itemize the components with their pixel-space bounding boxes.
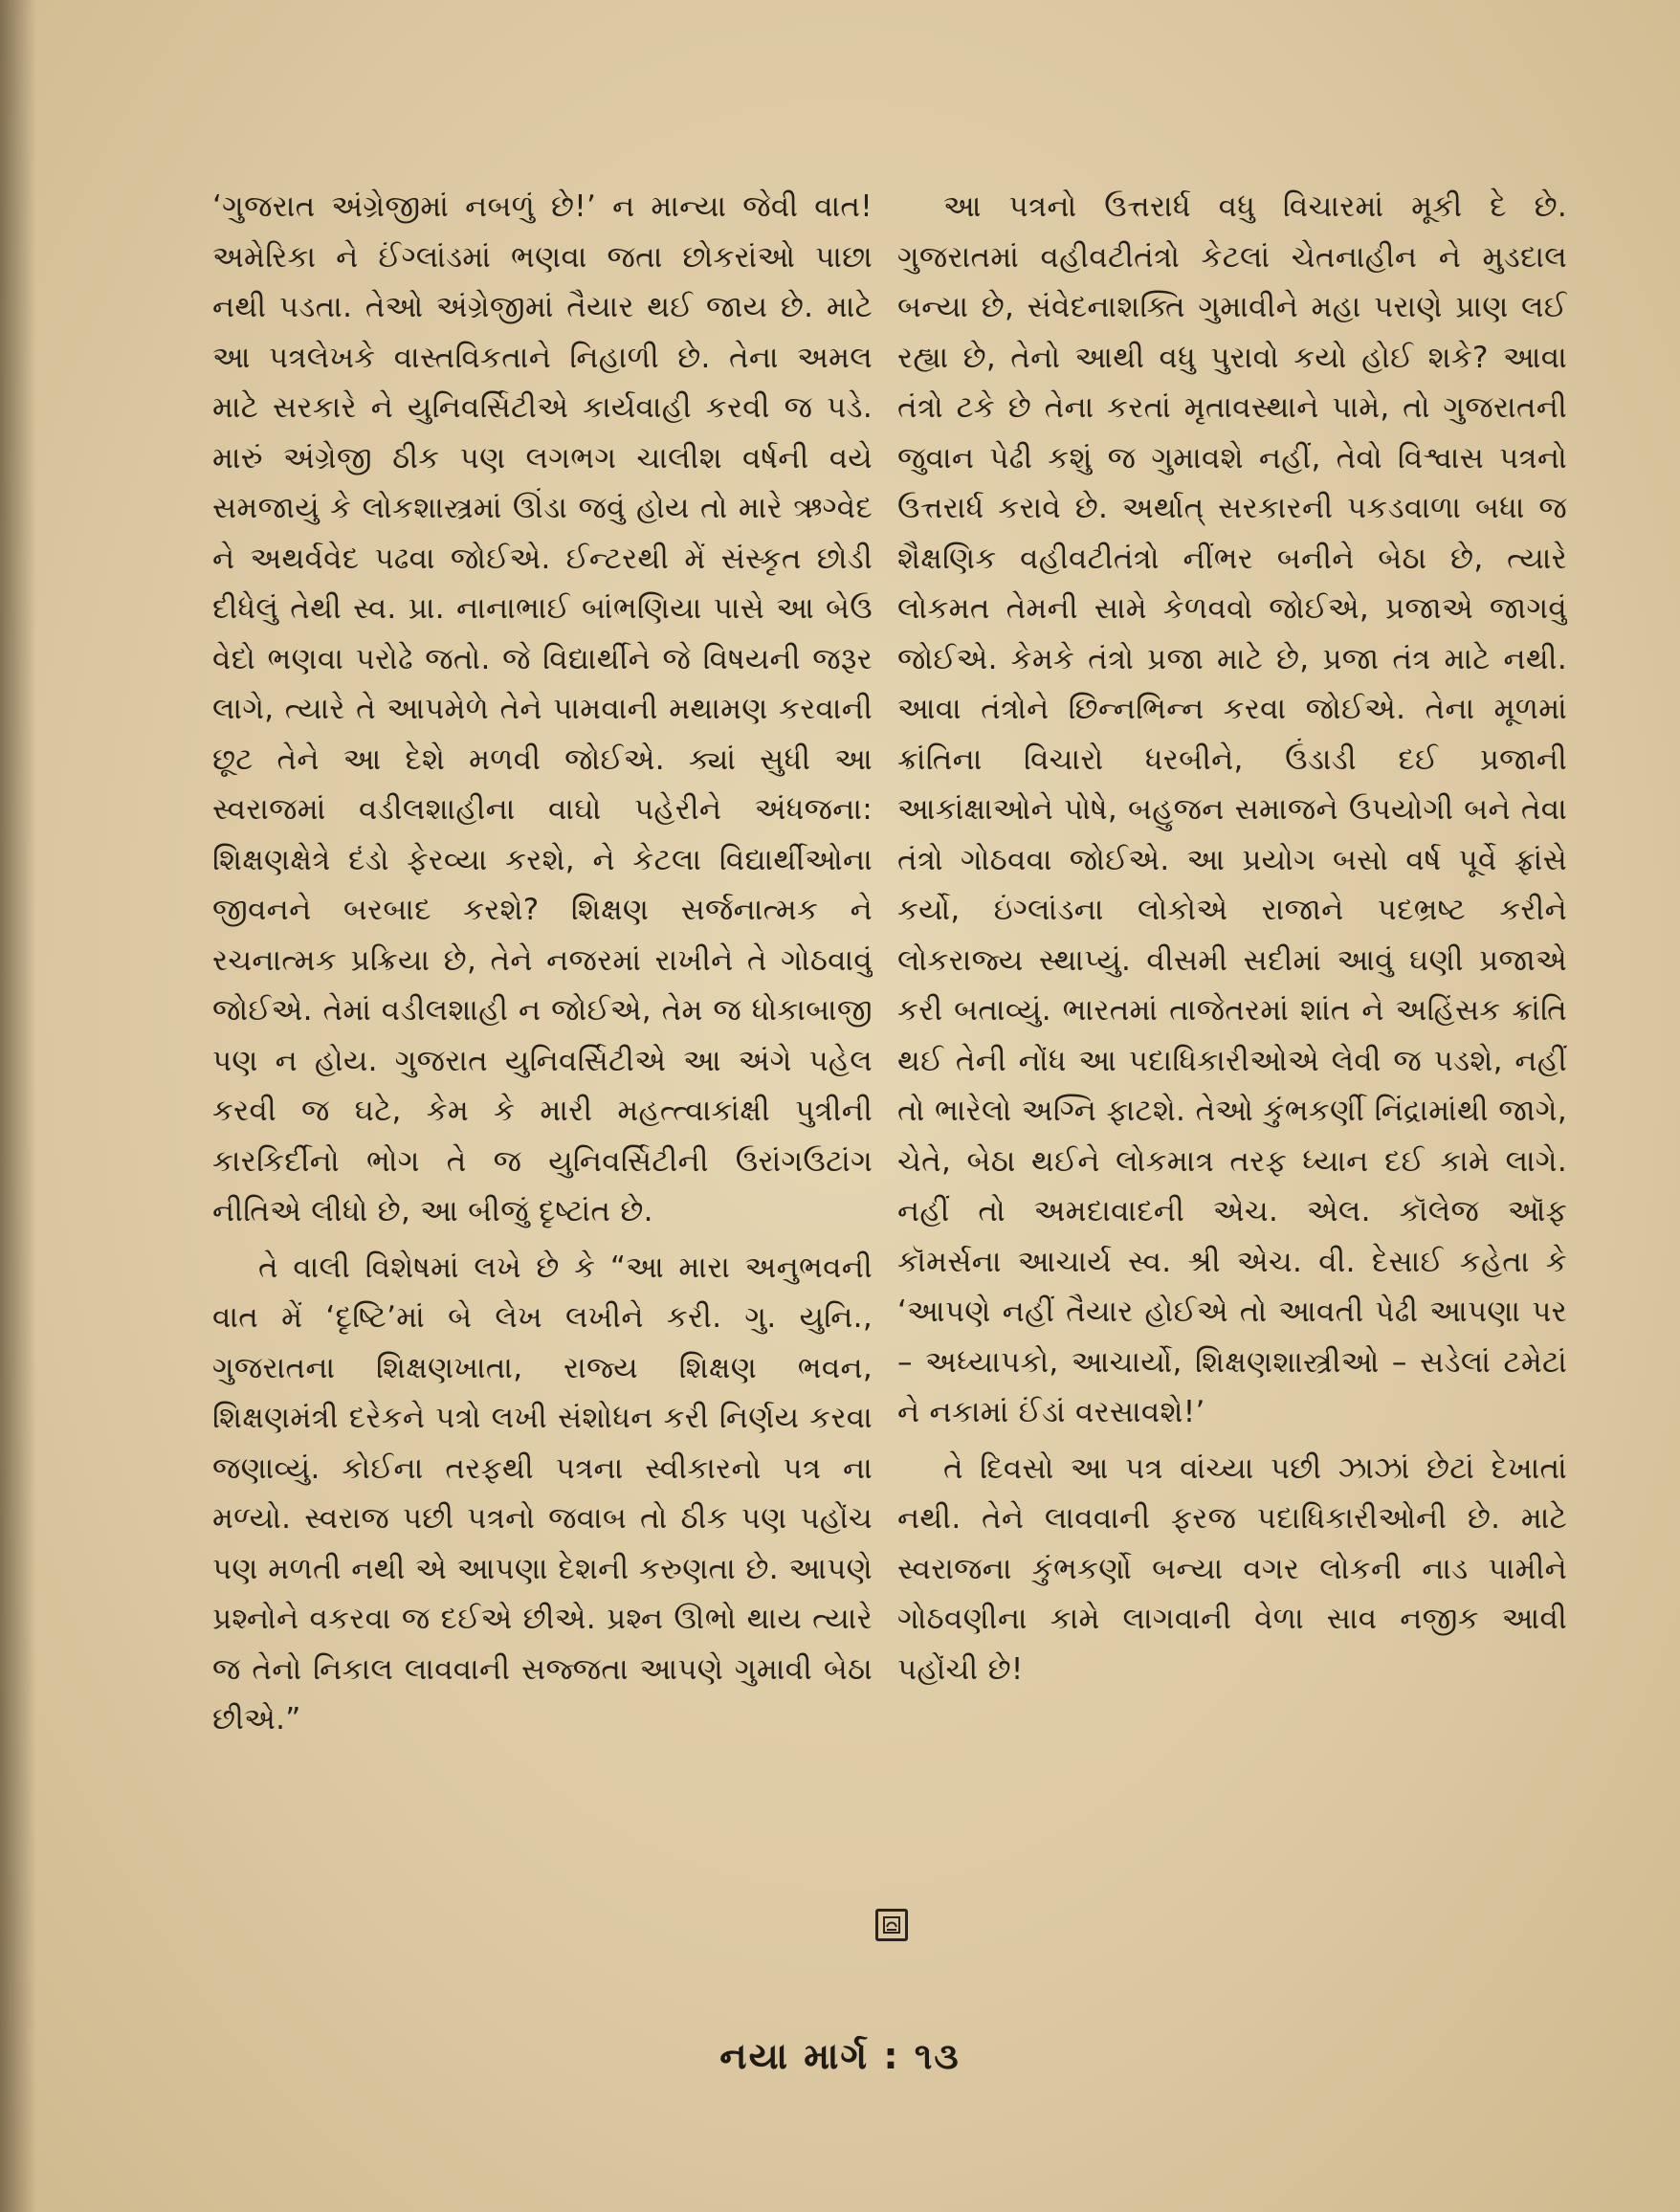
- left-column: [212, 182, 873, 1745]
- left-paragraph-2: તે વાલી વિશેષમાં લખે છે કે “આ મારા અનુભવની વાત મેં ‘દૃષ્ટિ’માં બે લેખ લખીને કરી. ગુ. યુનિ., ગુજરાતના શિક્ષણખાતા, રાજ્ય શિક્ષણ ભવન, શિક્ષણમંત્રી દરેકને પત્રો લખી સંશોધન કરી નિર્ણય કરવા જણાવ્યું. કોઈના તરફથી પત્રના સ્વીકારનો પત્ર ના મળ્યો. સ્વરાજ પછી પત્રનો જવાબ તો ઠીક પણ પહોંચ પણ મળતી નથી એ આપણા દેશની કરુણતા છે. આપણે પ્રશ્નોને વકરવા જ દઈએ છીએ. પ્રશ્ન ઊભો થાય ત્યારે જ તેનો નિકાલ લાવવાની સજ્જતા આપણે ગુમાવી બેઠા છીએ.”: [212, 1250, 873, 1736]
- page-footer: નયા માર્ગ : ૧૩: [719, 2035, 961, 2077]
- right-paragraph-1: આ પત્રનો ઉત્તરાર્ધ વધુ વિચારમાં મૂકી દે છે. ગુજરાતમાં વહીવટીતંત્રો કેટલાં ચેતનાહીન ને મુડદાલ બન્યા છે, સંવેદનાશક્તિ ગુમાવીને મહા પરાણે પ્રાણ લઈ રહ્યા છે, તેનો આથી વધુ પુરાવો કયો હોઈ શકે? આવા તંત્રો ટકે છે તેના કરતાં મૃતાવસ્થાને પામે, તો ગુજરાતની જુવાન પેઢી કશું જ ગુમાવશે નહીં, તેવો વિશ્વાસ પત્રનો ઉત્તરાર્ધ કરાવે છે. અર્થાત્ સરકારની પકડવાળા બધા જ શૈક્ષણિક વહીવટીતંત્રો નીંભર બનીને બેઠા છે, ત્યારે લોકમત તેમની સામે કેળવવો જોઈએ, પ્રજાએ જાગવું જોઈએ. કેમકે તંત્રો પ્રજા માટે છે, પ્રજા તંત્ર માટે નથી. આવા તંત્રોને છિન્નભિન્ન કરવા જોઈએ. તેના મૂળમાં ક્રાંતિના વિચારો ધરબીને, ઉંડાડી દઈ પ્રજાની આકાંક્ષાઓને પોષે, બહુજન સમાજને ઉપયોગી બને તેવા તંત્રો ગોઠવવા જોઈએ. આ પ્રયોગ બસો વર્ષ પૂર્વે ફ્રાંસે કર્યો, ઇંગ્લાંડના લોકોએ રાજાને પદભ્રષ્ટ કરીને લોકરાજ્ય સ્થાપ્યું. વીસમી સદીમાં આવું ઘણી પ્રજાએ કરી બતાવ્યું. ભારતમાં તાજેતરમાં શાંત ને અહિંસક ક્રાંતિ થઈ તેની નોંધ આ પદાધિકારીઓએ લેવી જ પડશે, નહીં તો ભારેલો અગ્નિ ફાટશે. તેઓ કુંભકર્ણી નિંદ્રામાંથી જાગે, ચેતે, બેઠા થઈને લોકમાત્ર તરફ ધ્યાન દઈ કામે લાગે. નહીં તો અમદાવાદની એચ. એલ. કૉલેજ ઑફ કૉમર્સના આચાર્ય સ્વ. શ્રી એચ. વી. દેસાઈ કહેતા કે ‘આપણે નહીં તૈયાર હોઈએ તો આવતી પેઢી આપણા પર – અધ્યાપકો, આચાર્યો, શિક્ષણશાસ્ત્રીઓ – સડેલાં ટમેટાં ને નકામાં ઈંડાં વરસાવશે!’: [897, 189, 1567, 1429]
- right-column: [897, 182, 1567, 1694]
- right-paragraph-2: તે દિવસો આ પત્ર વાંચ્યા પછી ઝાઝાં છેટાં દેખાતાં નથી. તેને લાવવાની ફરજ પદાધિકારીઓની છે. માટે સ્વરાજના કુંભકર્ણો બન્યા વગર લોકની નાડ પામીને ગોઠવણીના કામે લાગવાની વેળા સાવ નજીક આવી પહોંચી છે!: [897, 1450, 1567, 1687]
- end-of-article-ornament-icon: [875, 1909, 908, 1941]
- left-paragraph-1: ‘ગુજરાત અંગ્રેજીમાં નબળું છે!’ ન માન્યા જેવી વાત! અમેરિકા ને ઈંગ્લાંડમાં ભણવા જતા છોકરાંઓ પાછા નથી પડતા. તેઓ અંગ્રેજીમાં તૈયાર થઈ જાય છે. માટે આ પત્રલેખકે વાસ્તવિકતાને નિહાળી છે. તેના અમલ માટે સરકારે ને યુનિવર્સિટીએ કાર્યવાહી કરવી જ પડે. મારું અંગ્રેજી ઠીક પણ લગભગ ચાલીશ વર્ષની વયે સમજાયું કે લોકશાસ્ત્રમાં ઊંડા જવું હોય તો મારે ઋગ્વેદ ને અથર્વવેદ પઢવા જોઈએ. ઈન્ટરથી મેં સંસ્કૃત છોડી દીધેલું તેથી સ્વ. પ્રા. નાનાભાઈ બાંભણિયા પાસે આ બેઉ વેદો ભણવા પરોઢે જતો. જે વિદ્યાર્થીને જે વિષયની જરૂર લાગે, ત્યારે તે આપમેળે તેને પામવાની મથામણ કરવાની છૂટ તેને આ દેશે મળવી જોઈએ. ક્યાં સુધી આ સ્વરાજમાં વડીલશાહીના વાઘો પહેરીને અંધજના: શિક્ષણક્ષેત્રે દંડો ફેરવ્યા કરશે, ને કેટલા વિદ્યાર્થીઓના જીવનને બરબાદ કરશે? શિક્ષણ સર્જનાત્મક ને રચનાત્મક પ્રક્રિયા છે, તેને નજરમાં રાખીને તે ગોઠવાવું જોઈએ. તેમાં વડીલશાહી ન જોઈએ, તેમ જ ધોકાબાજી પણ ન હોય. ગુજરાત યુનિવર્સિટીએ આ અંગે પહેલ કરવી જ ઘટે, કેમ કે મારી મહત્ત્વાકાંક્ષી પુત્રીની કારકિર્દીનો ભોગ તે જ યુનિવર્સિટીની ઉરાંગઉટાંગ નીતિએ લીધો છે, આ બીજું દૃષ્ટાંત છે.: [212, 189, 873, 1228]
